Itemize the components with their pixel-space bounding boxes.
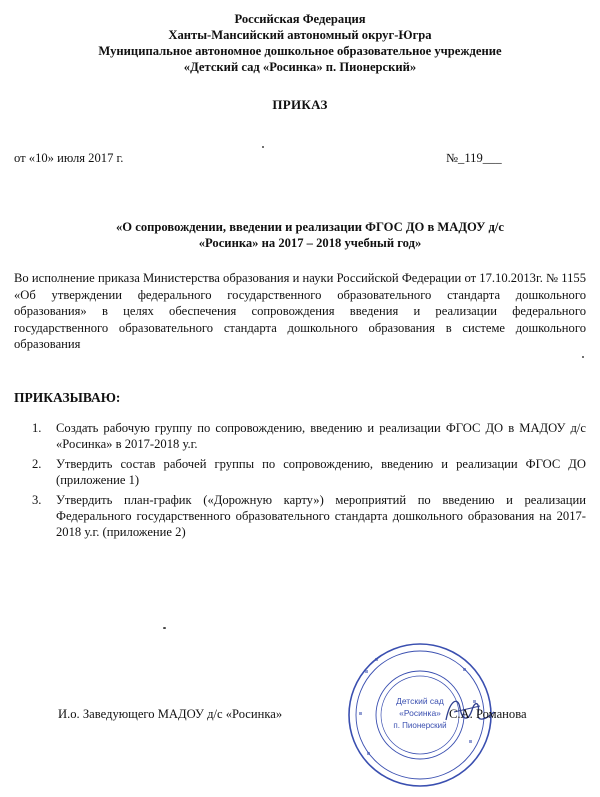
header-institution-type: Муниципальное автономное дошкольное образовательное учреждение (98, 44, 502, 58)
order-item (32, 456, 586, 488)
item-number: 2. (32, 457, 42, 471)
order-date: от «10» июля 2017 г. (14, 151, 124, 165)
order-heading: ПРИКАЗЫВАЮ: (14, 390, 121, 405)
order-subject (80, 219, 540, 251)
header-country: Российская Федерация (234, 12, 366, 26)
document-title: ПРИКАЗ (272, 97, 328, 112)
item-text: Создать рабочую группу по сопровождению, введению и реализации ФГОС ДО в МАДОУ д/с «Росинка» в 2017-2018 у.г. (56, 421, 586, 451)
stamp-text-line-1: Детский сад (396, 696, 444, 706)
subject-line-2: «Росинка» на 2017 – 2018 учебный год» (198, 236, 422, 250)
preamble-paragraph: Во исполнение приказа Министерства образования и науки Российской Федерации от 17.10.2013г. № 1155 «Об утверждении федерального государственного образовательного стандарта дошкольного образования» в целях обеспечения сопровождения введения и реализации федерального государственного образовательного стандарта дошкольного образования в системе дошкольного образования (14, 271, 586, 351)
order-item (32, 492, 586, 540)
item-number: 1. (32, 421, 42, 435)
order-item (32, 420, 586, 452)
item-text: Утвердить план-график («Дорожную карту») мероприятий по введению и реализации Федерального государственного образовательного стандарта дошкольного образования на 2017-2018 у.г. (приложение 2) (56, 493, 586, 539)
header-region: Ханты-Мансийский автономный округ-Югра (168, 28, 432, 42)
stamp-text-line-2: «Росинка» (399, 708, 441, 718)
order-number: №_119___ (446, 151, 502, 165)
scan-speck (262, 146, 264, 148)
scan-speck (582, 356, 584, 358)
item-number: 3. (32, 493, 42, 507)
subject-line-1: «О сопровождении, введении и реализации ФГОС ДО в МАДОУ д/с (116, 220, 504, 234)
signatory-role: И.о. Заведующего МАДОУ д/с «Росинка» (58, 707, 283, 721)
signatory-name: С.А. Романова (449, 707, 527, 721)
scan-speck (163, 627, 166, 629)
header-institution-name: «Детский сад «Росинка» п. Пионерский» (183, 60, 417, 74)
item-text: Утвердить состав рабочей группы по сопровождению, введению и реализации ФГОС ДО (приложение 1) (56, 457, 586, 487)
stamp-text-line-3: п. Пионерский (393, 721, 447, 730)
order-items-list (32, 420, 586, 544)
